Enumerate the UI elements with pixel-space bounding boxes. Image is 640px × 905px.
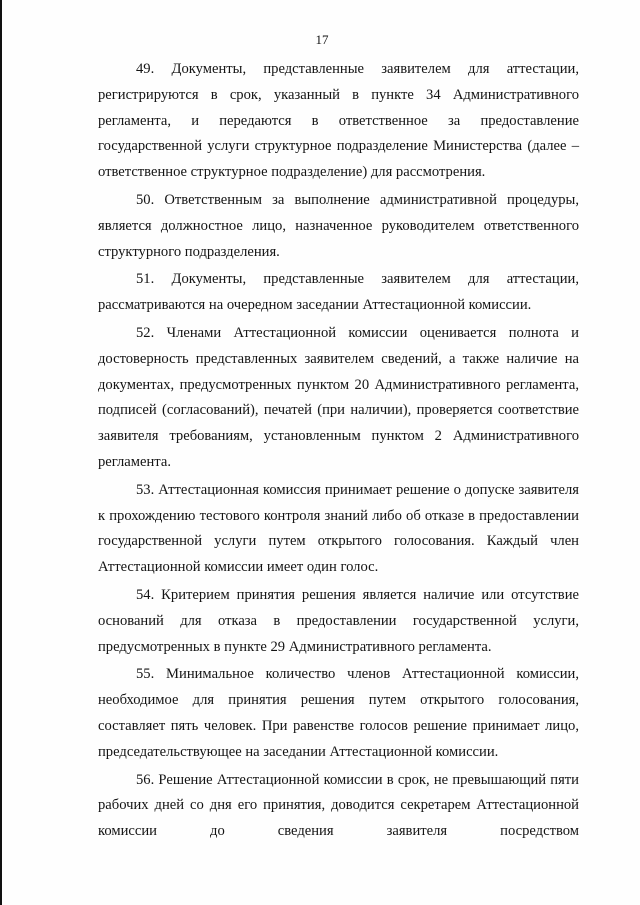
- paragraph-56: 56. Решение Аттестационной комиссии в срок, не превышающий пяти рабочих дней со дня его принятия, доводится секретарем Аттестационной комиссии до сведения заявителя посредством: [98, 771, 579, 840]
- paragraph-55: 55. Минимальное количество членов Аттестационной комиссии, необходимое для принятия решения путем открытого голосования, составляет пять человек. При равенстве голосов решение принимает лицо, председательствующее на заседании Аттестационной комиссии.: [98, 666, 579, 760]
- paragraph-51: 51. Документы, представленные заявителем для аттестации, рассматриваются на очередном заседании Аттестационной комиссии.: [98, 271, 579, 314]
- document-body: [98, 57, 579, 847]
- paragraph-50: 50. Ответственным за выполнение административной процедуры, является должностное лицо, назначенное руководителем ответственного структурного подразделения.: [98, 191, 579, 260]
- paragraph-52: 52. Членами Аттестационной комиссии оценивается полнота и достоверность представленных заявителем сведений, а также наличие на документах, предусмотренных пунктом 20 Административного регламента, подписей (согласований), печатей (при наличии), проверяется соответствие заявителя требованиям, установленным пунктом 2 Административного регламента.: [98, 324, 579, 470]
- paragraph-49: 49. Документы, представленные заявителем для аттестации, регистрируются в срок, указанный в пункте 34 Административного регламента, и передаются в ответственное за предоставление государственной услуги структурное подразделение Министерства (далее – ответственное структурное подразделение) для рассмотрения.: [98, 61, 579, 181]
- paragraph-53: 53. Аттестационная комиссия принимает решение о допуске заявителя к прохождению тестового контроля знаний либо об отказе в предоставлении государственной услуги путем открытого голосования. Каждый член Аттестационной комиссии имеет один голос.: [98, 481, 579, 576]
- page-number: 17: [315, 32, 329, 47]
- paragraph-54: 54. Критерием принятия решения является наличие или отсутствие оснований для отказа в предоставлении государственной услуги, предусмотренных в пункте 29 Административного регламента.: [98, 586, 579, 655]
